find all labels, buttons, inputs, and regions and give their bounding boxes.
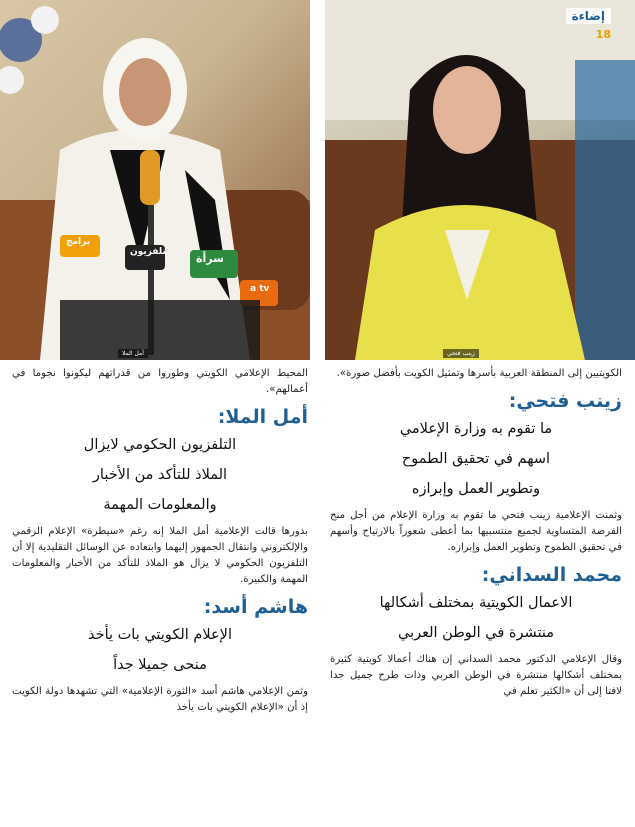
heading-zainab-fathi: زينب فتحي: (508, 390, 622, 412)
section-label: إضاءة (566, 8, 611, 24)
left-column (12, 366, 308, 716)
page-number: 18 (595, 28, 611, 41)
pullquote-line: والمعلومات المهمة (103, 497, 217, 513)
photo-amal-almulla (0, 0, 310, 360)
photo-zainab-fathi (325, 0, 635, 360)
heading-mohammad-alsedani: محمد السداني: (481, 564, 622, 586)
pullquote-line: التلفزيون الحكومي لايزال (83, 437, 237, 453)
pullquote-line: منحى جميلا جداً (113, 657, 207, 673)
pullquote-line: وتطوير العمل وإبرازه (411, 481, 541, 497)
pullquote-line: ما تقوم به وزارة الإعلامي (399, 421, 553, 437)
photo-caption-right: زينب فتحي (443, 349, 479, 358)
body-amal: بدورها قالت الإعلامية أمل الملا إنه رغم «سيطرة» الإعلام الرقمي والإلكتروني وانتقال الجمهور إليهما وابتعاده عن الوسائل التقليدية إلا أن التلفزيون الحكومي لا يزال هو الملاذ للتأكد من الأخبار والمعلومات المهمة والكبيرة. (12, 526, 308, 585)
right-intro: الكويتيين إلى المنطقة العربية بأسرها وتمثيل الكويت بأفضل صورة». (336, 368, 622, 379)
body-zainab: وثمنت الإعلامية زينب فتحي ما تقوم به وزارة الإعلام من أجل منح الفرصة المتساوية لجميع منتسبيها بما أعطى شعوراً بالارتياح وأسهم في تحقيق الطموح وتطوير العمل وإبرازه. (330, 510, 622, 553)
section-tag (503, 0, 623, 40)
pullquote-amal (12, 430, 308, 520)
pullquote-line: الملاذ للتأكد من الأخبار (92, 467, 228, 483)
photo-caption-left: أمل الملا (118, 349, 148, 358)
pullquote-line: منتشرة في الوطن العربي (398, 625, 554, 641)
mic-label-atv: a tv (250, 284, 270, 294)
mic-label-saraat: سرأة (196, 252, 224, 265)
pullquote-line: اسهم في تحقيق الطموح (401, 451, 551, 467)
right-column (330, 366, 622, 700)
photo-illustration (0, 0, 310, 360)
mic-label-tv: تلفزيون (130, 247, 166, 257)
pullquote-hashem (12, 620, 308, 680)
pullquote-mohammad (330, 588, 622, 648)
heading-hashem-asad: هاشم أسد: (203, 596, 308, 618)
pullquote-line: الإعلام الكويتي بات يأخذ (88, 627, 232, 643)
heading-amal-almulla: أمل الملا: (217, 406, 308, 428)
body-mohammad: وقال الإعلامي الدكتور محمد السداني إن هناك أعمالا كويتية كثيرة بمختلف أشكالها منتشرة في الوطن العربي وذات طرح جميل جدا لافتا إلى أن «الكثير تعلم في (330, 654, 622, 697)
left-intro: المحيط الإعلامي الكويتي وطوروا من قدراتهم ليكونوا نجوما في أعمالهم». (12, 368, 308, 395)
pullquote-line: الاعمال الكويتية بمختلف أشكالها (379, 595, 573, 611)
body-hashem: وثمن الإعلامي هاشم أسد «الثورة الإعلامية» التي تشهدها دولة الكويت إذ أن «الإعلام الكويتي بات يأخذ (12, 686, 308, 713)
mic-label-baramej: برامج (66, 237, 91, 247)
photo-illustration-right (325, 0, 635, 360)
pullquote-zainab (330, 414, 622, 504)
